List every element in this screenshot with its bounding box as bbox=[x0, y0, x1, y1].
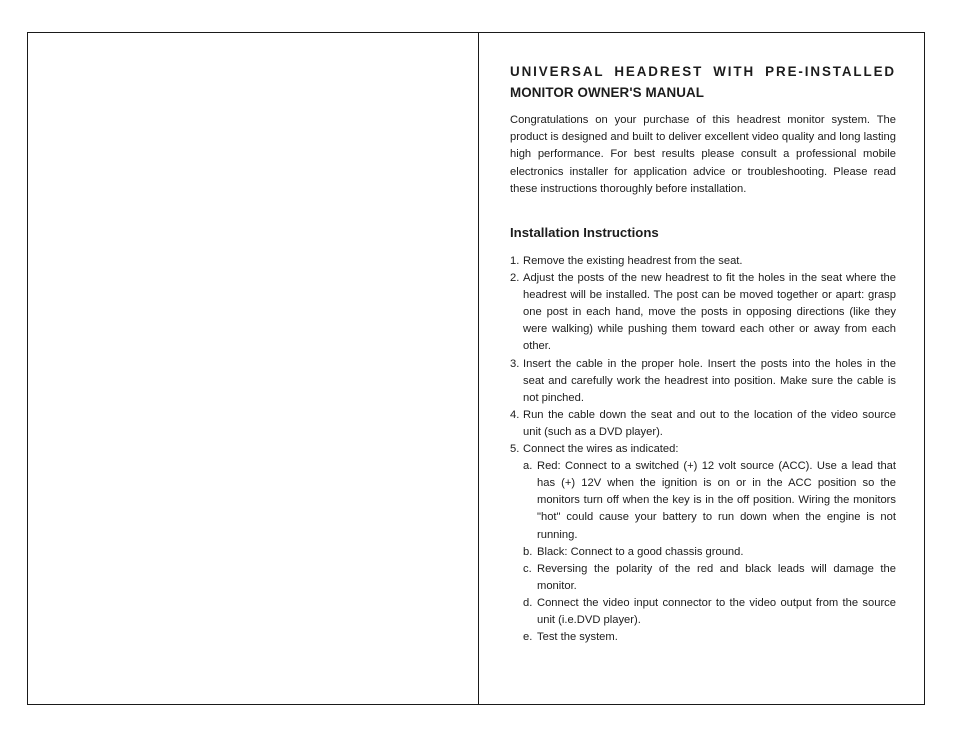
substep-letter: b. bbox=[523, 545, 533, 558]
title-line-2: MONITOR OWNER'S MANUAL bbox=[510, 85, 705, 100]
step-item bbox=[510, 253, 896, 270]
substep-item bbox=[510, 629, 896, 646]
installation-heading: Installation Instructions bbox=[510, 225, 659, 240]
substep-letter: a. bbox=[523, 460, 533, 473]
substep-letter: e. bbox=[523, 631, 533, 644]
step-text: Connect the wires as indicated: bbox=[523, 443, 679, 456]
wiring-substeps bbox=[510, 458, 896, 646]
step-number: 1. bbox=[510, 255, 520, 267]
manual-title bbox=[510, 61, 896, 103]
left-page-blank bbox=[28, 33, 478, 704]
substep-text: Test the system. bbox=[537, 631, 618, 644]
step-item bbox=[510, 407, 896, 441]
substep-text: Red: Connect to a switched (+) 12 volt source (ACC). Use a lead that has (+) 12V when the ignition is on or in the ACC position so the monitors turn off when the key is in the off position. Wiring the monitors "hot" could cause your battery to run down when the engine is not running. bbox=[537, 460, 896, 541]
manual-spread bbox=[27, 32, 925, 705]
step-item bbox=[510, 270, 896, 355]
step-text: Adjust the posts of the new headrest to fit the holes in the seat where the headrest will be installed. The post can be moved together or apart: grasp one post in each hand, move the posts in opposing directions (like they were walking) while pushing them toward each other or away from each other. bbox=[523, 272, 896, 353]
step-item bbox=[510, 356, 896, 407]
step-item bbox=[510, 441, 896, 458]
step-number: 2. bbox=[510, 272, 520, 285]
substep-letter: d. bbox=[523, 596, 533, 609]
intro-paragraph: Congratulations on your purchase of this headrest monitor system. The product is designed and built to deliver excellent video quality and long lasting high performance. For best results please consult a professional mobile electronics installer for application advice or troubleshooting. Please read these instructions thoroughly before installation. bbox=[510, 114, 896, 195]
substep-item bbox=[510, 544, 896, 561]
step-number: 5. bbox=[510, 443, 520, 456]
step-number: 4. bbox=[510, 408, 520, 421]
step-text: Insert the cable in the proper hole. Insert the posts into the holes in the seat and carefully work the headrest into position. Make sure the cable is not pinched. bbox=[523, 357, 896, 404]
substep-item bbox=[510, 595, 896, 629]
step-text: Run the cable down the seat and out to the location of the video source unit (such as a DVD player). bbox=[523, 408, 896, 438]
substep-text: Reversing the polarity of the red and black leads will damage the monitor. bbox=[537, 562, 896, 592]
substep-letter: c. bbox=[523, 562, 532, 575]
substep-item bbox=[510, 458, 896, 543]
substep-text: Black: Connect to a good chassis ground. bbox=[537, 545, 744, 558]
substep-item bbox=[510, 561, 896, 595]
substep-text: Connect the video input connector to the video output from the source unit (i.e.DVD player). bbox=[537, 596, 896, 626]
right-page bbox=[510, 33, 896, 704]
step-text: Remove the existing headrest from the seat. bbox=[523, 255, 743, 267]
page-divider bbox=[478, 33, 479, 704]
installation-steps bbox=[510, 253, 896, 646]
title-line-1: UNIVERSAL HEADREST WITH PRE-INSTALLED bbox=[510, 64, 896, 79]
substep-group bbox=[510, 458, 896, 646]
step-number: 3. bbox=[510, 357, 520, 370]
